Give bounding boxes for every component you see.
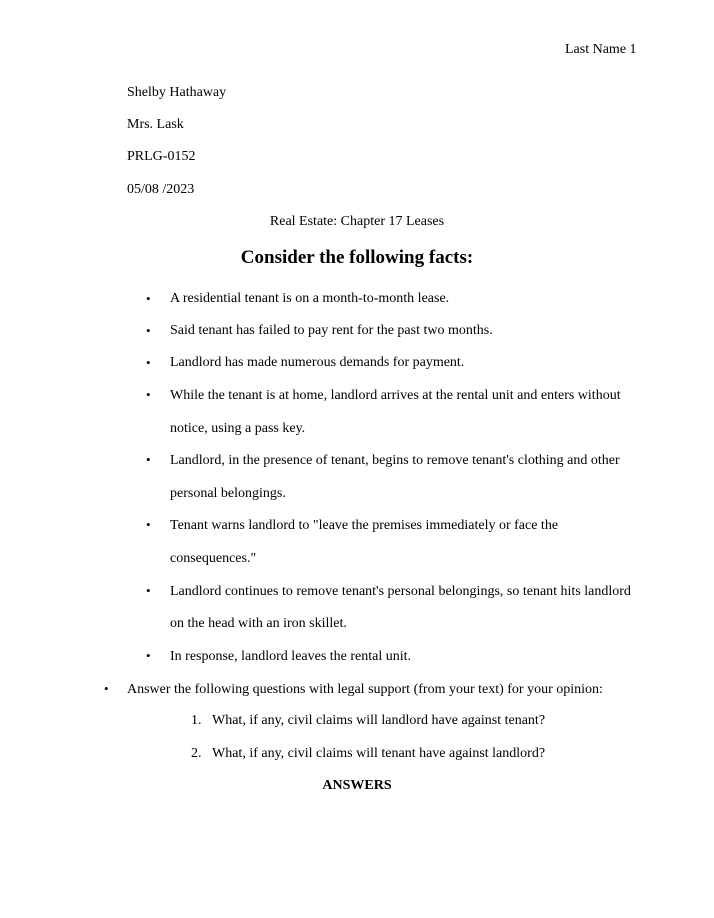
question-number: 2. [191,746,202,761]
fact-line: While the tenant is at home, landlord arrives at the rental unit and enters without [170,388,621,403]
question-text: What, if any, civil claims will tenant have against landlord? [212,746,546,761]
course-code: PRLG-0152 [127,149,196,164]
fact-line: Tenant warns landlord to "leave the premises immediately or face the [170,518,559,533]
fact-line: personal belongings. [170,486,286,501]
fact-line: Landlord, in the presence of tenant, begins to remove tenant's clothing and other [170,453,620,468]
fact-line: In response, landlord leaves the rental unit. [170,649,412,664]
bullet-icon: • [104,681,109,696]
bullet-icon: • [146,517,151,532]
date: 05/08 /2023 [127,182,195,197]
fact-line: Landlord continues to remove tenant's personal belongings, so tenant hits landlord [170,584,631,599]
section-heading: Consider the following facts: [240,247,474,268]
fact-line: A residential tenant is on a month-to-month lease. [170,291,450,306]
instruction-text: Answer the following questions with legal support (from your text) for your opinion: [127,682,603,697]
bullet-icon: • [146,452,151,467]
bullet-icon: • [146,291,151,306]
document-title: Real Estate: Chapter 17 Leases [269,214,445,229]
fact-line: on the head with an iron skillet. [170,616,347,631]
fact-line: consequences." [170,551,257,566]
fact-line: notice, using a pass key. [170,421,306,436]
bullet-icon: • [146,583,151,598]
fact-line: Landlord has made numerous demands for payment. [170,355,465,370]
running-head: Last Name 1 [565,42,637,57]
bullet-icon: • [146,323,151,338]
bullet-icon: • [146,648,151,663]
question-text: What, if any, civil claims will landlord have against tenant? [212,713,546,728]
bullet-icon: • [146,387,151,402]
question-number: 1. [191,713,202,728]
instructor-name: Mrs. Lask [127,117,184,132]
bullet-icon: • [146,355,151,370]
student-name: Shelby Hathaway [127,85,227,100]
answers-heading: ANSWERS [322,778,392,793]
fact-line: Said tenant has failed to pay rent for the past two months. [170,323,493,338]
